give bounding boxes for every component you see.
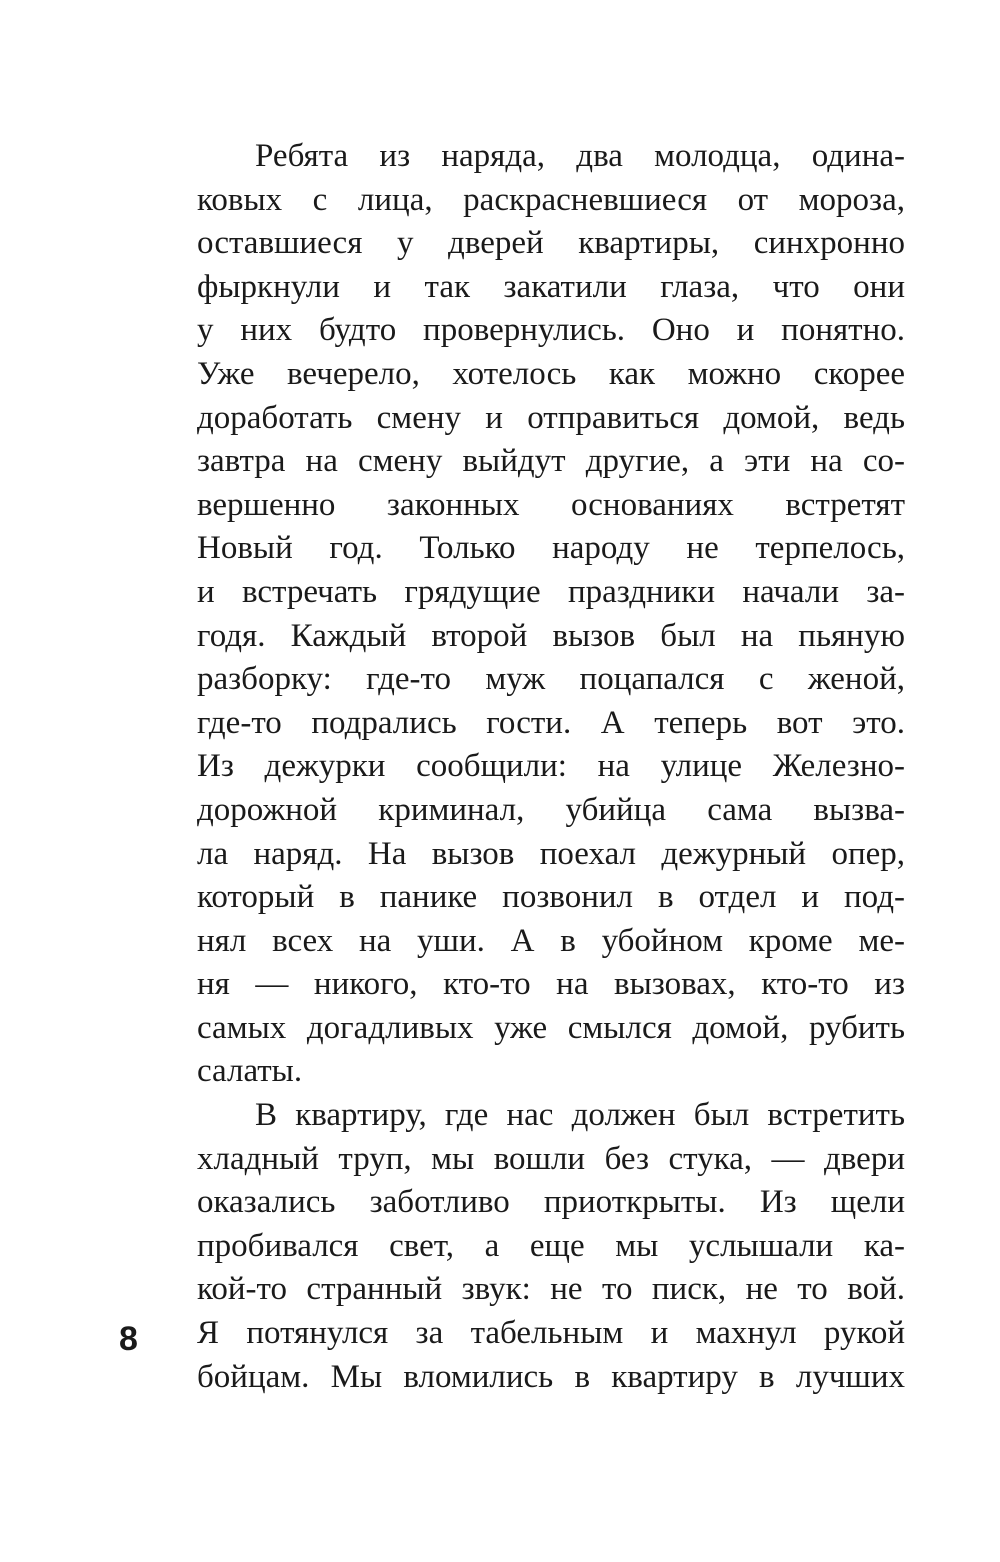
- text-line: который в панике позвонил в отдел и под-: [197, 879, 905, 916]
- body-text: [197, 135, 905, 1399]
- page-number: 8: [119, 1320, 138, 1358]
- text-line: годя. Каждый второй вызов был на пьяную: [197, 617, 905, 654]
- text-line: разборку: где-то муж поцапался с женой,: [197, 661, 905, 698]
- text-line: у них будто провернулись. Оно и понятно.: [197, 312, 905, 349]
- text-line: нял всех на уши. А в убойном кроме ме-: [197, 922, 905, 959]
- text-line: Из дежурки сообщили: на улице Железно-: [197, 748, 905, 785]
- text-line: Ребята из наряда, два молодца, одина-: [255, 138, 905, 174]
- text-line: Уже вечерело, хотелось как можно скорее: [197, 355, 905, 392]
- text-line: пробивался свет, а еще мы услышали ка-: [197, 1227, 905, 1264]
- text-line: Новый год. Только народу не терпелось,: [197, 530, 905, 567]
- text-line: фыркнули и так закатили глаза, что они: [197, 268, 905, 305]
- text-line: В квартиру, где нас должен был встретить: [255, 1097, 905, 1134]
- text-line: доработать смену и отправиться домой, ведь: [197, 399, 905, 436]
- text-line: дорожной криминал, убийца сама вызва-: [197, 791, 905, 828]
- text-line: самых догадливых уже смылся домой, рубить: [197, 1009, 905, 1046]
- paragraph-2: [197, 1094, 905, 1399]
- text-line: кой-то странный звук: не то писк, не то вой.: [197, 1271, 905, 1308]
- text-line: Я потянулся за табельным и махнул рукой: [197, 1315, 905, 1352]
- text-line: где-то подрались гости. А теперь вот это.: [197, 704, 905, 741]
- text-line: оставшиеся у дверей квартиры, синхронно: [197, 225, 905, 262]
- text-line: вершенно законных основаниях встретят: [197, 486, 905, 523]
- text-line: и встречать грядущие праздники начали за-: [197, 573, 905, 610]
- text-line: салаты.: [197, 1053, 303, 1090]
- text-line: хладный труп, мы вошли без стука, — двери: [197, 1140, 905, 1177]
- paragraph-1: [197, 135, 905, 1094]
- text-line: завтра на смену выйдут другие, а эти на со-: [197, 443, 905, 480]
- text-line: ковых с лица, раскрасневшиеся от мороза,: [197, 181, 905, 218]
- text-line: оказались заботливо приоткрыты. Из щели: [197, 1184, 905, 1221]
- text-line: ла наряд. На вызов поехал дежурный опер,: [197, 835, 905, 872]
- text-line: ня — никого, кто-то на вызовах, кто-то из: [197, 966, 905, 1003]
- text-line: бойцам. Мы вломились в квартиру в лучших: [197, 1358, 905, 1395]
